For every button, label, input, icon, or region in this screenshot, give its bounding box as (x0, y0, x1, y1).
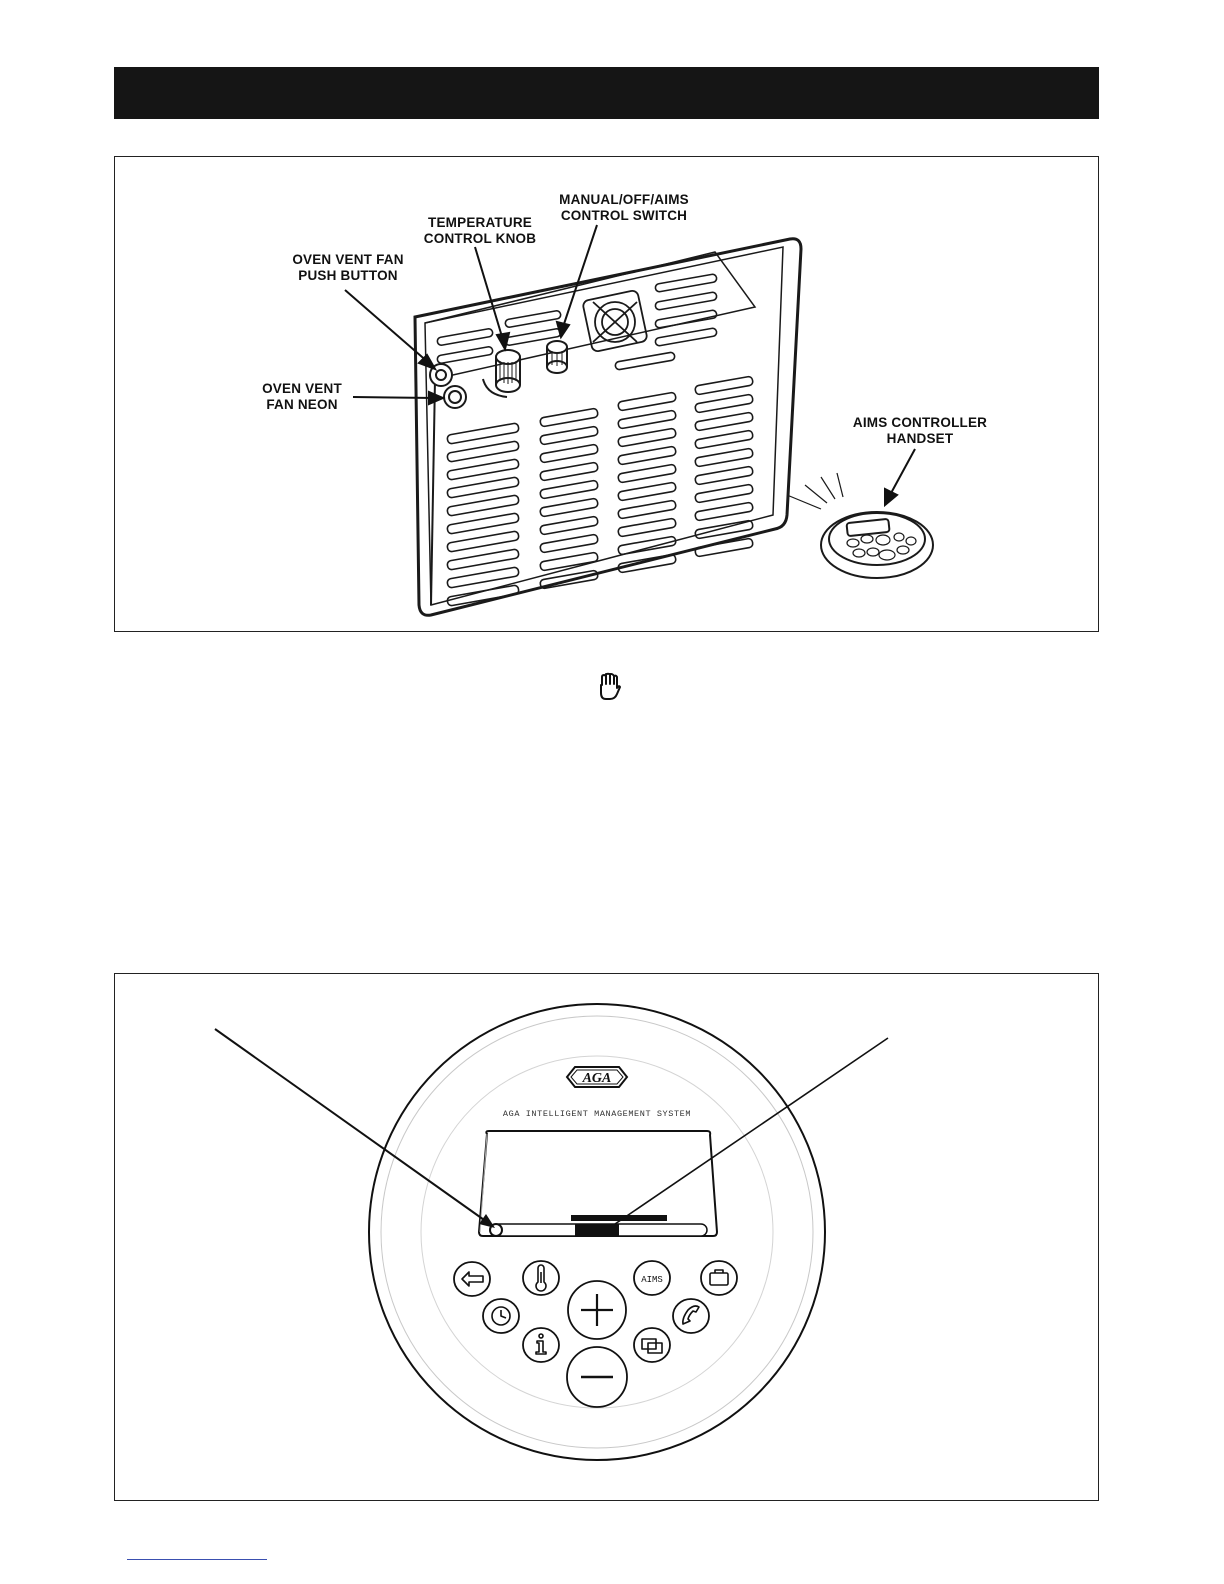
vent-slot (695, 412, 754, 431)
vent-slot (540, 534, 599, 553)
vent-slot (618, 464, 677, 483)
vent-slot (695, 448, 754, 467)
vent-slot (655, 274, 717, 293)
vent-slot (618, 392, 677, 411)
vent-slot (447, 549, 519, 570)
aims-handset-figure (114, 973, 1099, 1501)
vent-slot (447, 459, 519, 480)
vent-slot (618, 428, 677, 447)
vent-slot (540, 516, 599, 535)
vent-slot (618, 500, 677, 519)
footer-link-underline (127, 1559, 267, 1560)
vent-slot (540, 462, 599, 481)
vent-slot (540, 408, 599, 427)
raised-hand-icon (597, 672, 623, 702)
vent-slot (655, 310, 717, 329)
holiday-button[interactable] (701, 1261, 737, 1295)
label-oven-vent-fan-neon: OVEN VENT FAN NEON (262, 381, 342, 412)
vent-slot (447, 531, 519, 552)
label-manual-off-aims-control-switch: MANUAL/OFF/AIMS CONTROL SWITCH (559, 192, 689, 223)
vent-slot (540, 426, 599, 445)
system-title: AGA INTELLIGENT MANAGEMENT SYSTEM (502, 1109, 692, 1119)
vent-slot (695, 394, 754, 413)
back-button[interactable] (454, 1262, 490, 1296)
vent-slot (447, 441, 519, 462)
info-button[interactable] (523, 1328, 559, 1362)
vent-slot (615, 352, 675, 370)
vent-slot (618, 446, 677, 465)
fan-grille-icon (582, 290, 648, 353)
vent-slot (695, 430, 754, 449)
vent-slot (618, 482, 677, 501)
vent-slot (695, 502, 754, 521)
vent-slot (618, 536, 677, 555)
handset-icon (821, 512, 933, 578)
vent-slot (447, 477, 519, 498)
label-oven-vent-fan-push-button: OVEN VENT FAN PUSH BUTTON (292, 252, 404, 283)
vent-slot (447, 495, 519, 516)
label-temperature-control-knob: TEMPERATURE CONTROL KNOB (423, 215, 537, 246)
vent-slot (447, 423, 519, 444)
temperature-control-knob (483, 350, 520, 397)
vent-slot (695, 484, 754, 503)
logo-text: AGA (582, 1071, 612, 1086)
vent-slot (437, 346, 494, 364)
vent-slot (618, 410, 677, 429)
vent-slot (540, 498, 599, 517)
label-aims-controller-handset: AIMS CONTROLLER HANDSET (852, 415, 988, 446)
vent-slot (505, 310, 562, 328)
vent-slot (695, 376, 754, 395)
scale-indicator-bar (571, 1215, 667, 1221)
vent-slot (437, 328, 494, 346)
vent-slot (655, 292, 717, 311)
manual-off-aims-control-switch (547, 341, 567, 373)
vent-slot (695, 466, 754, 485)
vent-slot (655, 328, 717, 347)
vent-slot (618, 518, 677, 537)
vent-slot (540, 444, 599, 463)
vent-slot (447, 513, 519, 534)
aims-handset-drawing (115, 974, 1100, 1502)
vent-slot (540, 480, 599, 499)
phone-button[interactable] (673, 1299, 709, 1333)
scale-indicator-block (575, 1224, 619, 1236)
windows-button[interactable] (634, 1328, 670, 1362)
aims-label: AIMS (641, 1275, 663, 1285)
aga-logo (567, 1067, 627, 1087)
control-panel-figure (114, 156, 1099, 632)
section-header-bar (114, 67, 1099, 119)
